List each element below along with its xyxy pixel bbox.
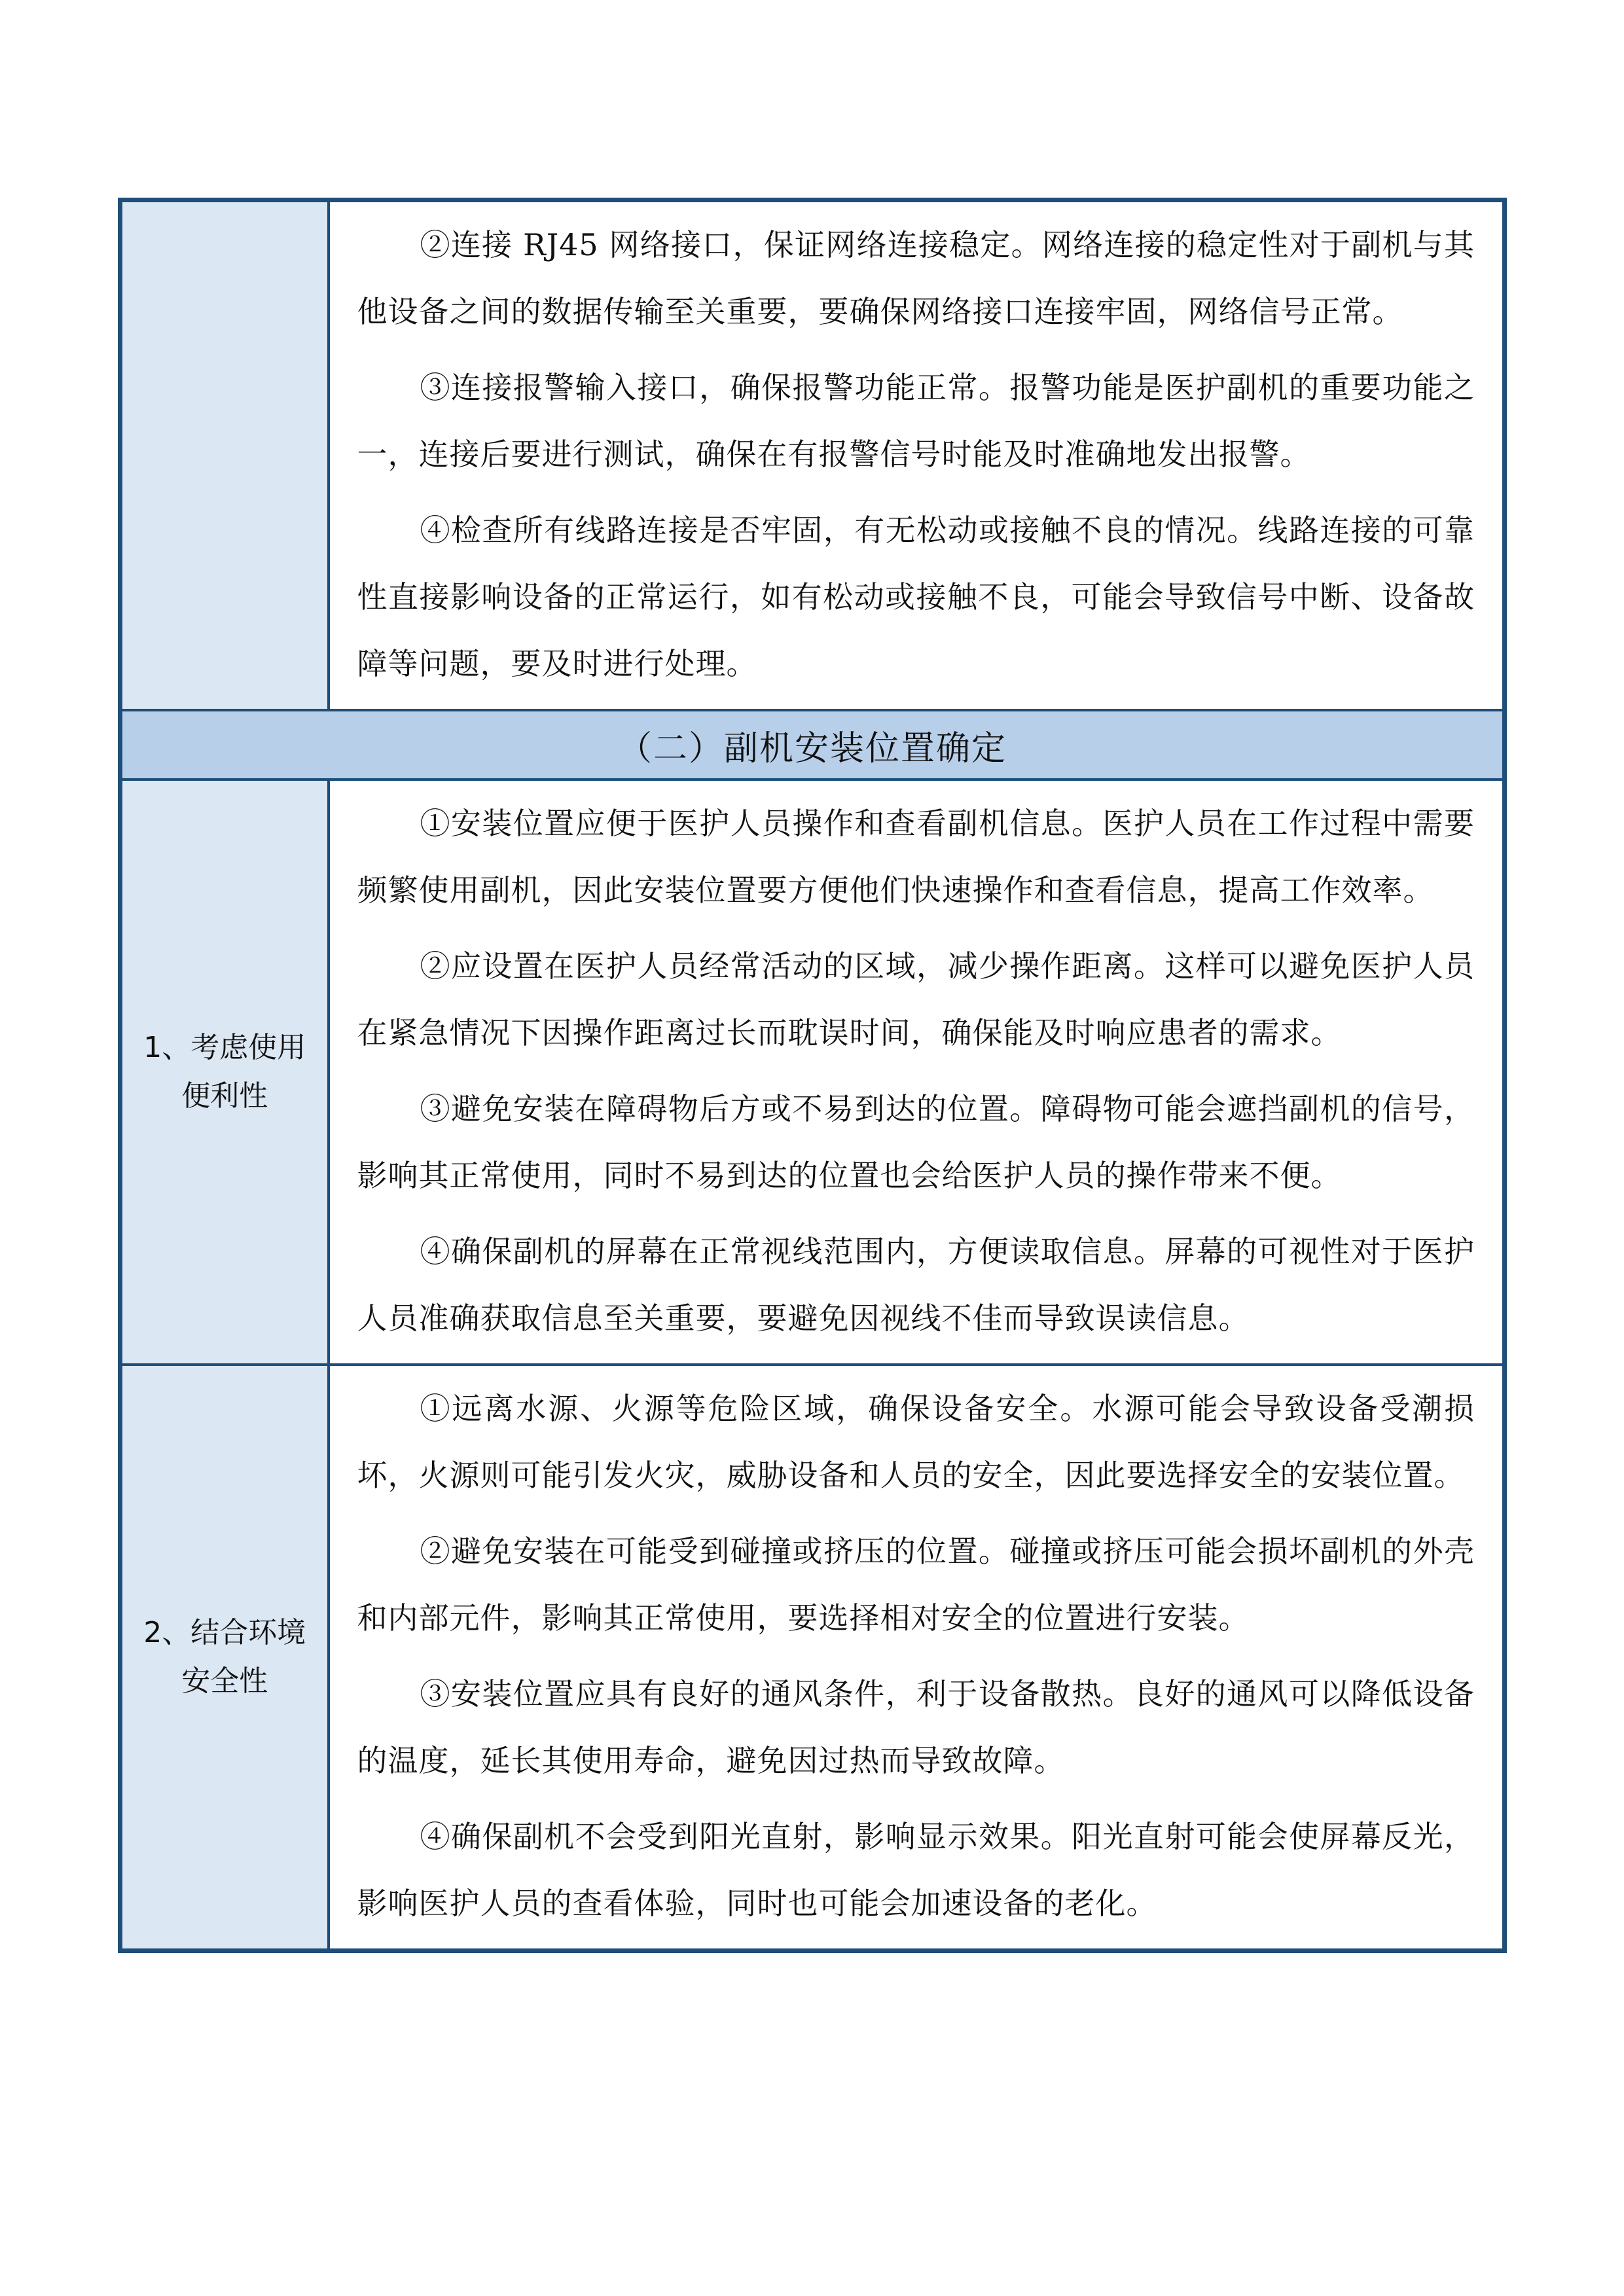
paragraph: ④确保副机不会受到阳光直射，影响显示效果。阳光直射可能会使屏幕反光，影响医护人员的查看体验，同时也可能会加速设备的老化。 — [357, 1819, 1475, 1921]
paragraph: ③连接报警输入接口，确保报警功能正常。报警功能是医护副机的重要功能之一，连接后要进行测试，确保在有报警信号时能及时准确地发出报警。 — [357, 370, 1475, 472]
section-title: （二）副机安装位置确定 — [617, 728, 1007, 768]
table-row-convenience — [120, 780, 1505, 1365]
table-row-safety — [120, 1365, 1505, 1951]
row-content — [329, 780, 1505, 1365]
paragraph: ②应设置在医护人员经常活动的区域，减少操作距离。这样可以避免医护人员在紧急情况下因操作距离过长而耽误时间，确保能及时响应患者的需求。 — [357, 948, 1475, 1050]
row-label: 2、结合环境安全性 — [120, 1365, 329, 1951]
section-header — [120, 710, 1505, 780]
row-content — [329, 200, 1505, 711]
section-header-row — [120, 710, 1505, 780]
content-table — [118, 198, 1507, 1953]
paragraph: ①安装位置应便于医护人员操作和查看副机信息。医护人员在工作过程中需要频繁使用副机，因此安装位置要方便他们快速操作和查看信息，提高工作效率。 — [357, 806, 1475, 908]
paragraph: ③安装位置应具有良好的通风条件，利于设备散热。良好的通风可以降低设备的温度，延长其使用寿命，避免因过热而导致故障。 — [357, 1676, 1475, 1778]
row-label: 1、考虑使用便利性 — [120, 780, 329, 1365]
paragraph: ②连接 RJ45 网络接口，保证网络连接稳定。网络连接的稳定性对于副机与其他设备之间的数据传输至关重要，要确保网络接口连接牢固，网络信号正常。 — [357, 227, 1475, 329]
paragraph: ①远离水源、火源等危险区域，确保设备安全。水源可能会导致设备受潮损坏，火源则可能引发火灾，威胁设备和人员的安全，因此要选择安全的安装位置。 — [357, 1391, 1475, 1493]
row-content — [329, 1365, 1505, 1951]
paragraph: ④确保副机的屏幕在正常视线范围内，方便读取信息。屏幕的可视性对于医护人员准确获取信息至关重要，要避免因视线不佳而导致误读信息。 — [357, 1234, 1475, 1336]
table-row-continued — [120, 200, 1505, 711]
paragraph: ③避免安装在障碍物后方或不易到达的位置。障碍物可能会遮挡副机的信号，影响其正常使用，同时不易到达的位置也会给医护人员的操作带来不便。 — [357, 1091, 1475, 1193]
row-label-empty — [120, 200, 329, 711]
paragraph: ④检查所有线路连接是否牢固，有无松动或接触不良的情况。线路连接的可靠性直接影响设备的正常运行，如有松动或接触不良，可能会导致信号中断、设备故障等问题，要及时进行处理。 — [357, 512, 1475, 681]
paragraph: ②避免安装在可能受到碰撞或挤压的位置。碰撞或挤压可能会损坏副机的外壳和内部元件，影响其正常使用，要选择相对安全的位置进行安装。 — [357, 1534, 1475, 1636]
